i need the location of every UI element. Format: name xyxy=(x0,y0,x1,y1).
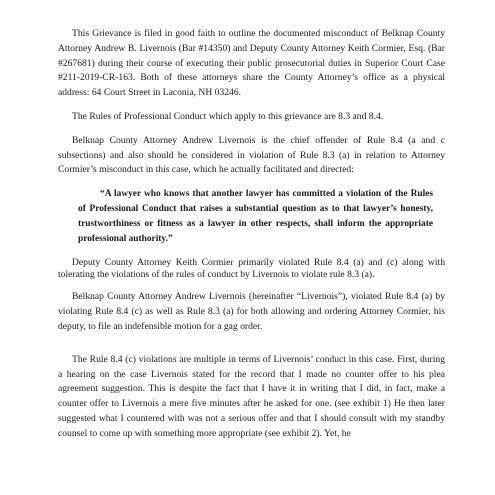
paragraph-livernois-offender: Belknap County Attorney Andrew Livernois is the chief offender of Rule 8.4 (a and c subsections) and also should be considered in violation of Rule 8.3 (a) in relation to Attorney Cormier’s misconduct in this case, which he actually facilitated and directed: xyxy=(58,134,445,176)
block-quote-rule-8-3: “A lawyer who knows that another lawyer has committed a violation of the Rules of Professional Conduct that raises a substantial question as to that lawyer’s honesty, trustworthiness or fitness as a lawyer in other respects, shall inform the appropriate professional authority.” xyxy=(78,189,433,244)
paragraph-cormier-violation: Deputy County Attorney Keith Cormier primarily violated Rule 8.4 (a) and (c) along with tolerating the violations of the rules of conduct by Livernois to violate rule 8.3 (a). xyxy=(58,257,445,280)
paragraph-grievance-intro: This Grievance is filed in good faith to outline the documented misconduct of Belknap County Attorney Andrew B. Livernois (Bar #14350) and Deputy County Attorney Keith Cormier, Esq. (Bar #267681) during their course of executing their public prosecutorial duties in Superior Court Case #211-2019-CR-163. Both of these attorneys share the County Attorney’s office as a physical address: 64 Court Street in Laconia, NH 03246. xyxy=(58,28,445,99)
paragraph-livernois-violation: Belknap County Attorney Andrew Livernois (hereinafter “Livernois”), violated Rule 8.4 (a) by violating Rule 8.4 (c) as well as Rule 8.3 (a) for both allowing and ordering Attorney Cormier, his deputy, to file an indefensible motion for a gag order. xyxy=(58,291,445,332)
paragraph-rule-8-4c-violations: The Rule 8.4 (c) violations are multiple in terms of Livernois’ conduct in this case. First, during a hearing on the case Livernois stated for the record that I made no counter offer to his plea agreement suggestion. This is despite the fact that I have it in writing that I did, in fact, make a counter offer to Livernois a mere five minutes after he asked for one. (see exhibit 1) He then later suggested what I countered with was not a serious offer and that I should consult with my standby counsel to come up with something more appropriate (see exhibit 2). Yet, he xyxy=(58,353,445,439)
paragraph-applicable-rules: The Rules of Professional Conduct which apply to this grievance are 8.3 and 8.4. xyxy=(72,110,384,122)
